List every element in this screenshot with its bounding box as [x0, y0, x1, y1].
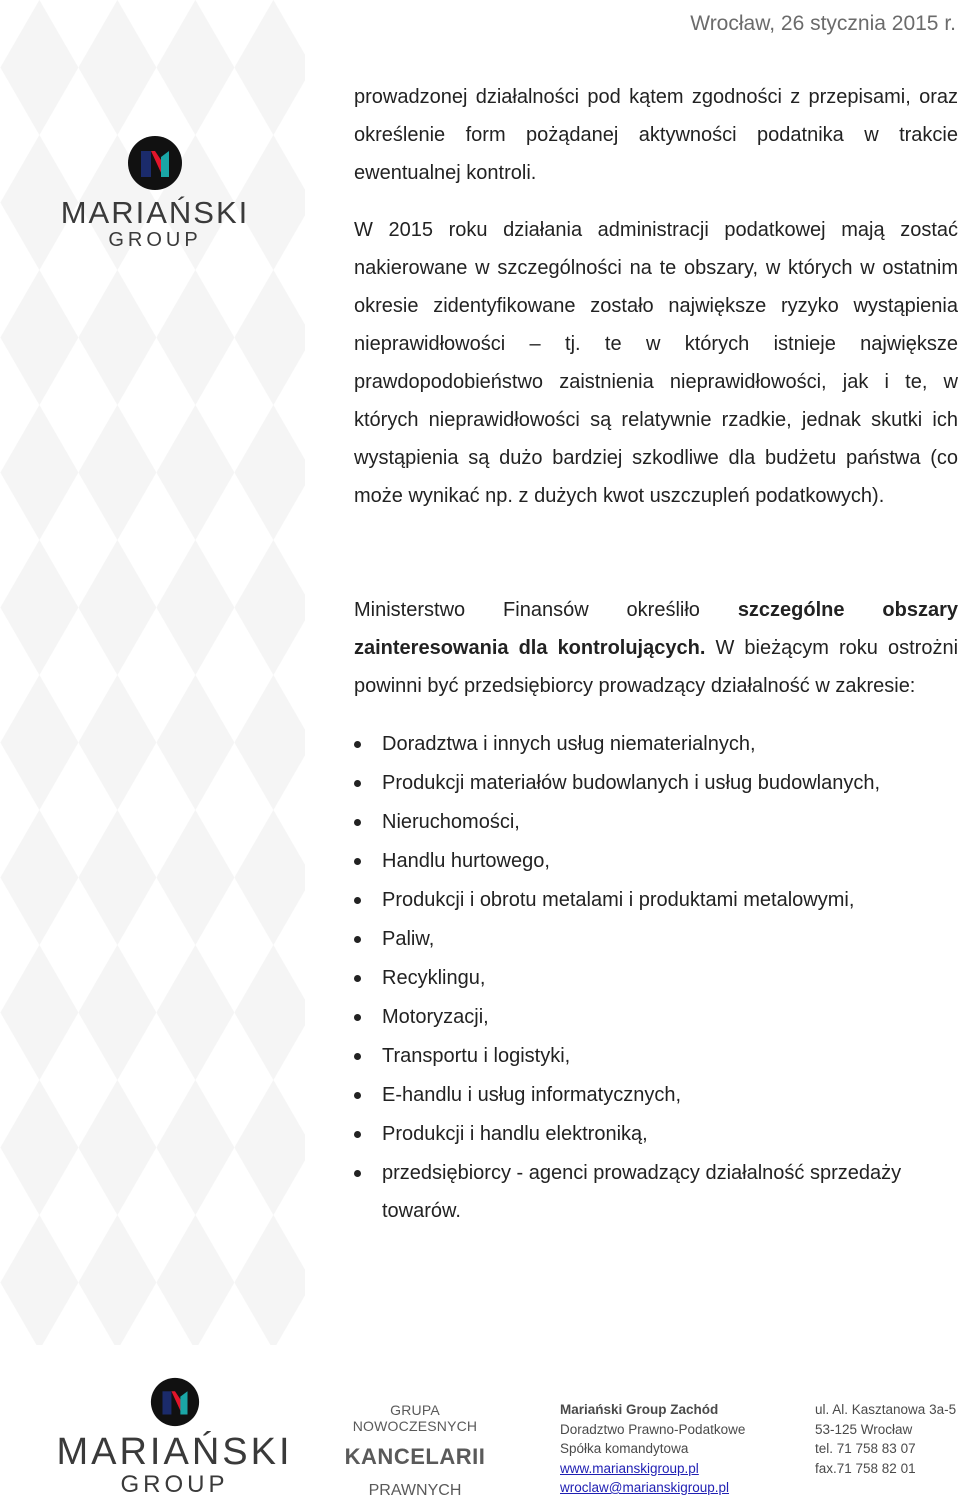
list-item: E-handlu i usług informatycznych,: [354, 1076, 958, 1115]
list-item: Motoryzacji,: [354, 998, 958, 1037]
company-logo-top: [60, 135, 250, 250]
list-item: Nieruchomości,: [354, 803, 958, 842]
email-link[interactable]: wroclaw@marianskigroup.pl: [560, 1480, 730, 1495]
paragraph-3-emphasis: szczególne obszary zainteresowania dla kontrolujących.: [354, 599, 959, 659]
list-item: Handlu hurtowego,: [354, 842, 958, 881]
list-item: Produkcji i obrotu metalami i produktami metalowymi,: [354, 881, 958, 920]
address-line-1: ul. Al. Kasztanowa 3a-5: [815, 1402, 957, 1417]
paragraph-3-rest: W bieżącym roku ostrożni powinni być przedsiębiorcy prowadzący działalność w zakresie:: [354, 637, 959, 697]
letter-body: [354, 78, 958, 1230]
logo-name: MARIAŃSKI: [60, 195, 250, 230]
kancelarie-bottom: PRAWNYCH: [368, 1482, 462, 1499]
company-info: [560, 1400, 745, 1498]
website-link[interactable]: www.marianskigroup.pl: [560, 1460, 699, 1476]
kancelarie-big: KANCELARII: [344, 1444, 486, 1469]
address-line-2: 53-125 Wrocław: [815, 1421, 913, 1437]
footer: [330, 1400, 960, 1498]
paragraph-2: W 2015 roku działania administracji podatkowej mają zostać nakierowane w szczególności na te obszary, w których w ostatnim okresie zidentyfikowane zostało największe ryzyko wystąpienia nieprawidłowości – tj. te w których istnieje największe prawdopodobieństwo zaistnienia nieprawidłowości, jak i te, w których nieprawidłowości są relatywnie rzadkie, jednak skutki ich wystąpienia są dużo bardziej szkodliwe dla budżetu państwa (co może wynikać np. z dużych kwot uszczupleń podatkowych).: [354, 219, 958, 507]
list-item: Doradztwa i innych usług niematerialnych,: [354, 725, 958, 764]
phone: tel. 71 758 83 07: [815, 1441, 916, 1456]
list-item: przedsiębiorcy - agenci prowadzący działalność sprzedaży towarów.: [354, 1154, 958, 1230]
kancelarie-top: GRUPA NOWOCZESNYCH: [352, 1402, 478, 1434]
logo-name: MARIAŃSKI: [56, 1431, 293, 1473]
list-item: Produkcji i handlu elektroniką,: [354, 1115, 958, 1154]
company-logo-footer: [52, 1377, 297, 1497]
list-item: Produkcji materiałów budowlanych i usług budowlanych,: [354, 764, 958, 803]
fax: fax.71 758 82 01: [815, 1460, 916, 1476]
list-item: Recyklingu,: [354, 959, 958, 998]
document-date: Wrocław, 26 stycznia 2015 r.: [690, 12, 956, 35]
company-line3: Spółka komandytowa: [560, 1441, 689, 1456]
company-line2: Doradztwo Prawno-Podatkowe: [560, 1421, 746, 1437]
list-item: Paliw,: [354, 920, 958, 959]
paragraph-1: prowadzonej działalności pod kątem zgodności z przepisami, oraz określenie form pożądanej aktywności podatnika w trakcie ewentualnej kontroli.: [354, 86, 958, 184]
kancelarie-badge: [330, 1402, 500, 1500]
list-item: Transportu i logistyki,: [354, 1037, 958, 1076]
logo-m-mark-icon: [150, 1377, 200, 1427]
contact-info: [815, 1400, 956, 1478]
risk-areas-list: [354, 725, 958, 1230]
logo-m-mark-icon: [127, 135, 183, 191]
logo-group: GROUP: [120, 1471, 229, 1498]
paragraph-3-intro: Ministerstwo Finansów określiło: [354, 599, 738, 621]
paragraph-3: [354, 591, 958, 705]
logo-group: GROUP: [108, 229, 202, 251]
company-name: Mariański Group Zachód: [560, 1402, 719, 1417]
